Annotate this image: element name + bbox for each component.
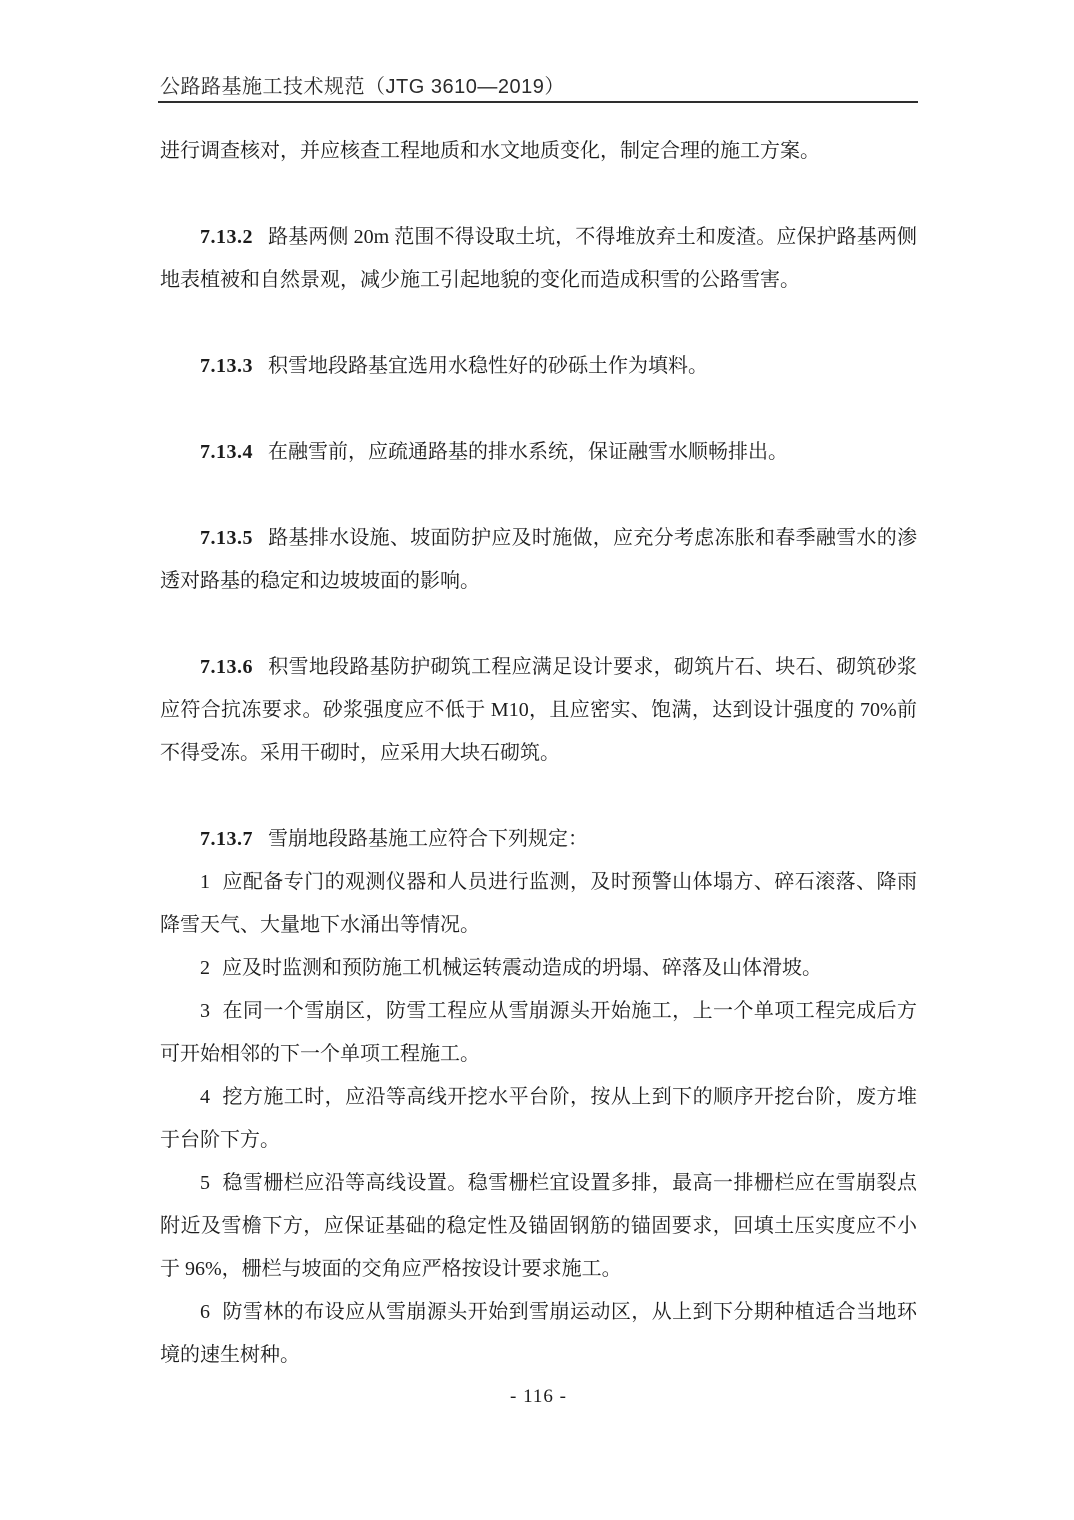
section-7-13-2: [160, 216, 917, 302]
item-text: 防雪林的布设应从雪崩源头开始到雪崩运动区，从上到下分期种植适合当地环境的速生树种。: [160, 1301, 917, 1366]
item-text: 应及时监测和预防施工机械运转震动造成的坍塌、碎落及山体滑坡。: [222, 957, 822, 979]
item-number: 4: [200, 1086, 210, 1108]
item-text: 挖方施工时，应沿等高线开挖水平台阶，按从上到下的顺序开挖台阶，废方堆于台阶下方。: [160, 1086, 917, 1151]
list-item-5: [160, 1162, 917, 1291]
section-text: 在融雪前，应疏通路基的排水系统，保证融雪水顺畅排出。: [268, 441, 788, 463]
list-item-6: [160, 1291, 917, 1377]
section-7-13-6: [160, 646, 917, 775]
item-number: 3: [200, 1000, 210, 1022]
section-number: 7.13.3: [200, 355, 253, 377]
item-number: 5: [200, 1172, 210, 1194]
section-7-13-5: [160, 517, 917, 603]
section-number: 7.13.2: [200, 226, 253, 248]
header-rule: [158, 101, 918, 103]
section-7-13-7: [160, 818, 917, 861]
document-body: [160, 130, 917, 1377]
running-header: 公路路基施工技术规范（JTG 3610—2019）: [160, 76, 565, 98]
section-text: 路基排水设施、坡面防护应及时施做，应充分考虑冻胀和春季融雪水的渗透对路基的稳定和边坡坡面的影响。: [160, 527, 917, 592]
item-number: 2: [200, 957, 210, 979]
section-number: 7.13.6: [200, 656, 253, 678]
item-text: 稳雪栅栏应沿等高线设置。稳雪栅栏宜设置多排，最高一排栅栏应在雪崩裂点附近及雪檐下方，应保证基础的稳定性及锚固钢筋的锚固要求，回填土压实度应不小于 96%，栅栏与坡面的交角应严格按设计要求施工。: [160, 1172, 917, 1280]
section-number: 7.13.7: [200, 828, 253, 850]
item-text: 应配备专门的观测仪器和人员进行监测，及时预警山体塌方、碎石滚落、降雨降雪天气、大量地下水涌出等情况。: [160, 871, 917, 936]
section-number: 7.13.4: [200, 441, 253, 463]
list-item-1: [160, 861, 917, 947]
list-item-2: [160, 947, 917, 990]
item-text: 在同一个雪崩区，防雪工程应从雪崩源头开始施工，上一个单项工程完成后方可开始相邻的下一个单项工程施工。: [160, 1000, 917, 1065]
section-number: 7.13.5: [200, 527, 253, 549]
paragraph-continuation: 进行调查核对，并应核查工程地质和水文地质变化，制定合理的施工方案。: [160, 140, 820, 162]
section-text: 雪崩地段路基施工应符合下列规定：: [268, 828, 588, 850]
item-number: 6: [200, 1301, 210, 1323]
section-text: 积雪地段路基宜选用水稳性好的砂砾土作为填料。: [268, 355, 708, 377]
section-text: 积雪地段路基防护砌筑工程应满足设计要求，砌筑片石、块石、砌筑砂浆应符合抗冻要求。砂浆强度应不低于 M10，且应密实、饱满，达到设计强度的 70%前不得受冻。采用干砌时，应采用大块石砌筑。: [160, 656, 917, 764]
section-text: 路基两侧 20m 范围不得设取土坑，不得堆放弃土和废渣。应保护路基两侧地表植被和自然景观，减少施工引起地貌的变化而造成积雪的公路雪害。: [160, 226, 917, 291]
section-7-13-3: [160, 345, 917, 388]
list-item-4: [160, 1076, 917, 1162]
list-item-3: [160, 990, 917, 1076]
section-7-13-4: [160, 431, 917, 474]
item-number: 1: [200, 871, 210, 893]
page-number: - 116 -: [510, 1386, 567, 1407]
